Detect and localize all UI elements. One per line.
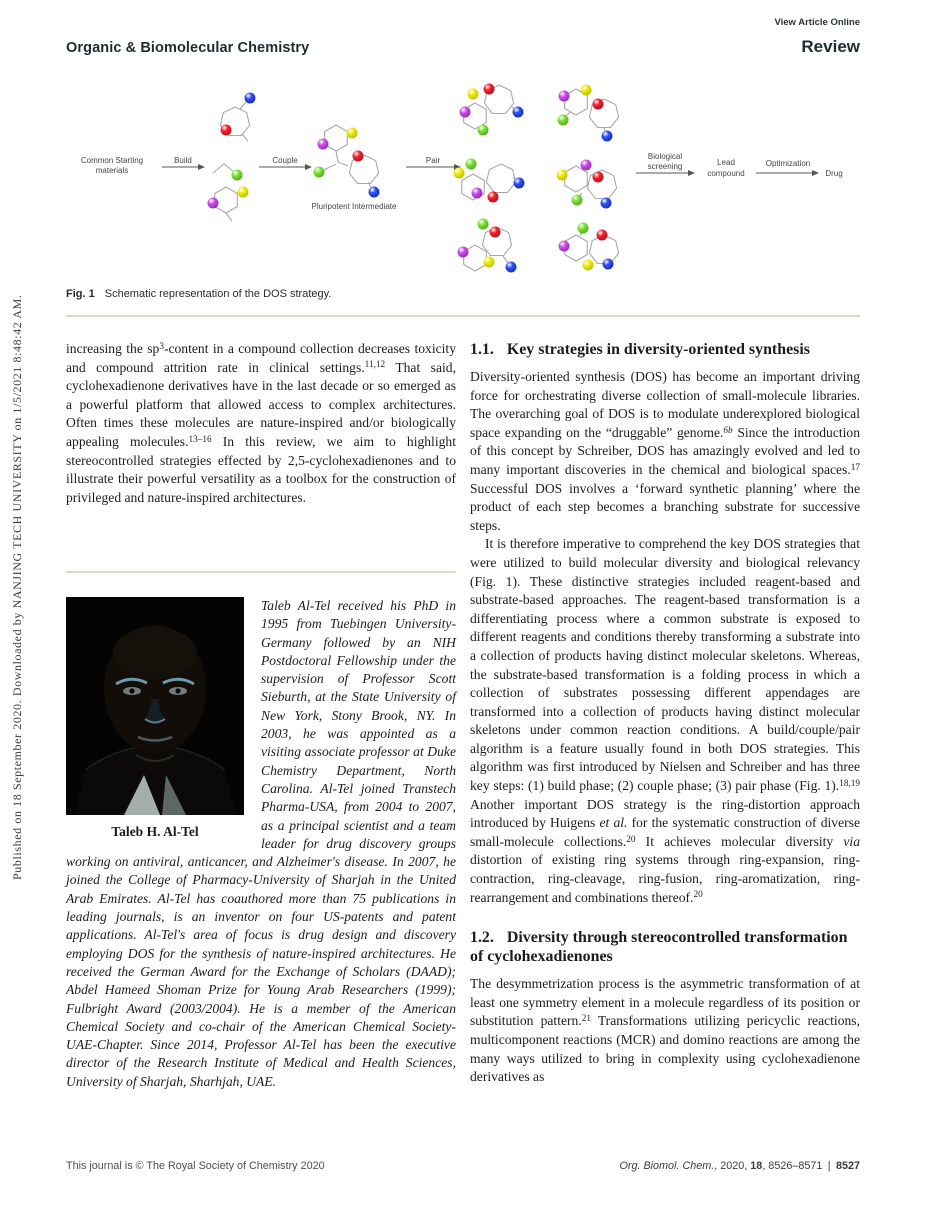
svg-text:compound: compound xyxy=(707,169,745,178)
section-1-2-heading xyxy=(470,928,860,966)
label-couple: Couple xyxy=(272,156,298,165)
svg-text:Biological: Biological xyxy=(647,152,683,161)
label-biological-screening xyxy=(648,152,683,171)
journal-title: Organic & Biomolecular Chemistry xyxy=(66,40,310,56)
molecule-library xyxy=(454,84,619,273)
molecule-pluripotent xyxy=(314,125,380,198)
figure-1-caption-text: Schematic representation of the DOS strategy. xyxy=(104,288,332,300)
intro-paragraph: increasing the $sp^3$-content in a compound collection decreases toxicity and compound attrition rate in clinical settings.$^{11,12}$ That said, cyclohexadienone derivatives have in the last decade or so emerged as a powerful platform that allowed access to complex architectures. Often times these molecules are nature-inspired and/or biologically appealing molecules.$^{13-16}$ In this review, we aim to highlight stereocontrolled strategies effected by 2,5-cyclohexadienones and to illustrate their powerful versatility as a toolbox for the construction of privileged and nature-inspired architectures. xyxy=(66,340,456,505)
label-pair: Pair xyxy=(425,156,441,165)
section-1-1-paragraph-1: Diversity-oriented synthesis (DOS) has become an important driving force for orchestrating diverse collection of small-molecule libraries. The overarching goal of DOS is to modulate underexplored biological space expanding on the “druggable” genome.$^{6b}$ Since the introduction of this concept by Schreiber, DOS has amazingly evolved and led to many important discoveries in the chemical and biological spaces.$^{17}$ Successful DOS involves a ‘forward synthetic planning’ where the product of each step becomes a branching substrate for successive steps. xyxy=(470,369,861,533)
figure-1-caption xyxy=(66,288,860,300)
label-build: Build xyxy=(174,156,192,165)
footer-copyright: This journal is © The Royal Society of Chemistry 2020 xyxy=(66,1160,325,1172)
svg-text:materials: materials xyxy=(95,166,129,175)
section-1-2-number: 1.2. xyxy=(470,929,494,947)
author-photo-block xyxy=(66,597,244,840)
label-pluripotent: Pluripotent Intermediate xyxy=(311,202,397,211)
download-stamp: Published on 18 September 2020. Downloaded by NANJING TECH UNIVERSITY on 1/5/2021 8:48:42 AM. xyxy=(10,294,24,880)
svg-text:screening: screening xyxy=(647,162,683,171)
author-photo xyxy=(66,597,244,815)
section-1-1-title: Key strategies in diversity-oriented synthesis xyxy=(506,341,810,358)
section-1-1-number: 1.1. xyxy=(470,341,494,358)
divider-above-bio xyxy=(66,571,456,573)
right-column xyxy=(470,340,860,1087)
figure-1-schematic xyxy=(66,76,860,286)
view-article-online-link[interactable]: View Article Online xyxy=(774,17,860,28)
author-bio-text: Taleb Al-Tel received his PhD in 1995 from Tuebingen University-Germany followed by an NIH Postdoctoral Fellowship under the supervision of Professor Scott Sieburth, at the State University of New York, Stony Brook, NY. In 2003, he was appointed as a visiting associate professor at Duke Chemistry Department, North Carolina. Al-Tel joined Transtech Pharma-USA, from 2004 to 2007, as a principal scientist and a team leader for drug discovery groups working on antiviral, anticancer, and Alzheimer's disease. In 2007, he joined the College of Pharmacy-University of Sharjah in the United Arab Emirates. Al-Tel has coauthored more than 75 publications in leading journals, is an inventor on four US-patents and patent applications. Al-Tel's area of focus is drug design and discovery employing DOS for the synthesis of nature-inspired architectures. He received the German Award for the Exchange of Scholars (DAAD); Abdel Hameed Shoman Prize for Young Arab Researchers (1999); Fulbright Award (2003/2004). He is a member of the American Chemical Society and co-chair of the American Chemical Society-UAE-Chapter. Since 2014, Professor Al-Tel has been the executive director of the Research Institute of Medical and Health Sciences, University of Sharjah, Sharhjah, UAE. xyxy=(66,598,456,1089)
article-type-label: Review xyxy=(801,37,860,56)
section-1-2-title: Diversity through stereocontrolled transformation of cyclohexadienones xyxy=(470,929,848,966)
svg-text:Lead: Lead xyxy=(717,158,735,167)
molecule-build-fragments xyxy=(208,93,256,222)
label-common-starting-materials xyxy=(81,156,143,175)
section-1-1-paragraph-2: It is therefore imperative to comprehend the key DOS strategies that were utilized to build molecular diversity and biological relevancy (Fig. 1). These distinctive strategies included reagent-based and substrate-based approaches. The reagent-based transformation is a differentiating process where a common substrate is exposed to different reagents and conditions thereby transforming a substrate into a collection of products having distinct molecular skeletons. Whereas, the substrate-based transformation is a folding process in which a collection of substrates possessing different appendages are transformed into a collection of products having distinct molecular skeletons under common reaction conditions. A build/couple/pair algorithm is a feature usually found in both DOS strategies. This algorithm was first introduced by Nielsen and Schreiber and has three key steps: (1) build phase; (2) couple phase; (3) pair phase (Fig. 1).$^{18,19}$ Another important DOS strategy is the ring-distortion approach introduced by Huigens et al. for the systematic construction of diverse small-molecule collections.$^{20}$ It achieves molecular diversity via distortion of existing ring systems through ring-expansion, ring-contraction, ring-cleavage, ring-fusion, ring-aromatization, ring-rearrangement and combinations thereof.$^{20}$ xyxy=(470,536,860,905)
label-drug: Drug xyxy=(825,169,843,178)
figure-1-caption-label: Fig. 1 xyxy=(66,288,95,300)
label-optimization: Optimization xyxy=(765,159,811,168)
section-1-2-paragraph-1: The desymmetrization process is the asymmetric transformation of at least one symmetry element in a molecule regardless of its position or substitution pattern.$^{21}$ Transformations utilizing pericyclic reactions, multicomponent reactions (MCR) and domino reactions are among the many ways utilized to bring in complexity using cyclohexadienone derivatives as xyxy=(470,976,860,1085)
svg-text:Common Starting: Common Starting xyxy=(80,156,144,165)
footer-citation: Org. Biomol. Chem., 2020, 18, 8526–8571 | 8527 xyxy=(619,1160,860,1172)
author-bio xyxy=(66,597,456,1091)
author-name-caption: Taleb H. Al-Tel xyxy=(111,824,199,839)
section-1-1-heading xyxy=(470,340,860,359)
divider-under-figure xyxy=(66,315,860,317)
left-column xyxy=(66,340,456,507)
label-lead-compound xyxy=(707,158,744,178)
